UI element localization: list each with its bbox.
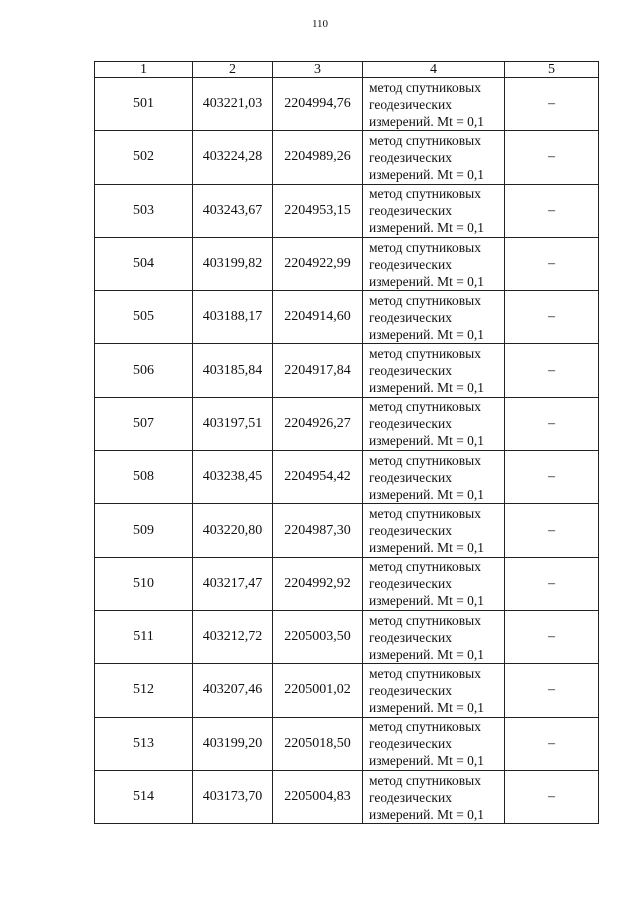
method-text-line: метод спутниковых	[369, 452, 481, 468]
note-cell: –	[505, 557, 599, 610]
table-row	[95, 717, 599, 770]
method-cell	[363, 397, 505, 450]
method-text-line: измерений. Mt = 0,1	[369, 166, 485, 182]
note-cell: –	[505, 664, 599, 717]
table-header-row	[95, 62, 599, 78]
method-text-line: геодезических	[369, 363, 452, 379]
table-row	[95, 184, 599, 237]
page-number: 110	[311, 18, 329, 30]
x-coordinate-cell: 403220,80	[193, 504, 273, 557]
method-cell	[363, 451, 505, 504]
table-row	[95, 131, 599, 184]
y-coordinate-cell: 2204987,30	[273, 504, 363, 557]
note-cell: –	[505, 504, 599, 557]
method-cell	[363, 131, 505, 184]
table-row	[95, 664, 599, 717]
method-text-line: измерений. Mt = 0,1	[369, 593, 485, 609]
point-number-cell: 508	[95, 451, 193, 504]
point-number-cell: 505	[95, 291, 193, 344]
method-text-line: метод спутниковых	[369, 559, 481, 575]
method-text-line: метод спутниковых	[369, 506, 481, 522]
y-coordinate-cell: 2205004,83	[273, 770, 363, 823]
method-text-line: геодезических	[369, 416, 452, 432]
method-text-line: измерений. Mt = 0,1	[369, 486, 485, 502]
table-row	[95, 451, 599, 504]
x-coordinate-cell: 403197,51	[193, 397, 273, 450]
method-text-line: геодезических	[369, 203, 452, 219]
point-number-cell: 502	[95, 131, 193, 184]
note-cell: –	[505, 78, 599, 131]
y-coordinate-cell: 2204953,15	[273, 184, 363, 237]
method-text-line: метод спутниковых	[369, 79, 481, 95]
method-text-line: метод спутниковых	[369, 772, 481, 788]
method-cell	[363, 237, 505, 290]
method-text-line: метод спутниковых	[369, 239, 481, 255]
x-coordinate-cell: 403199,20	[193, 717, 273, 770]
method-text-line: геодезических	[369, 309, 452, 325]
x-coordinate-cell: 403185,84	[193, 344, 273, 397]
x-coordinate-cell: 403199,82	[193, 237, 273, 290]
x-coordinate-cell: 403221,03	[193, 78, 273, 131]
method-text-line: геодезических	[369, 469, 452, 485]
column-header: 2	[193, 62, 273, 78]
point-number-cell: 501	[95, 78, 193, 131]
method-text-line: измерений. Mt = 0,1	[369, 646, 485, 662]
method-cell	[363, 78, 505, 131]
table-row	[95, 504, 599, 557]
method-text-line: геодезических	[369, 96, 452, 112]
method-cell	[363, 770, 505, 823]
method-cell	[363, 557, 505, 610]
column-header: 5	[505, 62, 599, 78]
note-cell: –	[505, 717, 599, 770]
method-text-line: измерений. Mt = 0,1	[369, 433, 485, 449]
method-text-line: измерений. Mt = 0,1	[369, 806, 485, 822]
note-cell: –	[505, 770, 599, 823]
point-number-cell: 511	[95, 610, 193, 663]
y-coordinate-cell: 2205018,50	[273, 717, 363, 770]
x-coordinate-cell: 403207,46	[193, 664, 273, 717]
method-text-line: метод спутниковых	[369, 346, 481, 362]
note-cell: –	[505, 344, 599, 397]
method-cell	[363, 664, 505, 717]
method-text-line: геодезических	[369, 576, 452, 592]
method-text-line: измерений. Mt = 0,1	[369, 540, 485, 556]
method-cell	[363, 291, 505, 344]
method-text-line: измерений. Mt = 0,1	[369, 326, 485, 342]
method-cell	[363, 610, 505, 663]
method-text-line: измерений. Mt = 0,1	[369, 113, 485, 129]
table-row	[95, 291, 599, 344]
method-text-line: метод спутниковых	[369, 665, 481, 681]
method-text-line: геодезических	[369, 523, 452, 539]
table-row	[95, 397, 599, 450]
method-cell	[363, 344, 505, 397]
method-text-line: геодезических	[369, 789, 452, 805]
table-row	[95, 770, 599, 823]
method-text-line: геодезических	[369, 149, 452, 165]
note-cell: –	[505, 610, 599, 663]
method-text-line: геодезических	[369, 629, 452, 645]
note-cell: –	[505, 131, 599, 184]
point-number-cell: 512	[95, 664, 193, 717]
y-coordinate-cell: 2204922,99	[273, 237, 363, 290]
method-text-line: измерений. Mt = 0,1	[369, 273, 485, 289]
y-coordinate-cell: 2204954,42	[273, 451, 363, 504]
y-coordinate-cell: 2205003,50	[273, 610, 363, 663]
y-coordinate-cell: 2204914,60	[273, 291, 363, 344]
note-cell: –	[505, 291, 599, 344]
point-number-cell: 507	[95, 397, 193, 450]
y-coordinate-cell: 2204917,84	[273, 344, 363, 397]
note-cell: –	[505, 184, 599, 237]
y-coordinate-cell: 2204992,92	[273, 557, 363, 610]
method-text-line: геодезических	[369, 682, 452, 698]
x-coordinate-cell: 403243,67	[193, 184, 273, 237]
table-row	[95, 78, 599, 131]
point-number-cell: 510	[95, 557, 193, 610]
method-text-line: метод спутниковых	[369, 186, 481, 202]
table-row	[95, 610, 599, 663]
table-body	[95, 78, 599, 824]
method-text-line: измерений. Mt = 0,1	[369, 220, 485, 236]
point-number-cell: 514	[95, 770, 193, 823]
x-coordinate-cell: 403238,45	[193, 451, 273, 504]
method-text-line: метод спутниковых	[369, 719, 481, 735]
method-text-line: метод спутниковых	[369, 399, 481, 415]
x-coordinate-cell: 403173,70	[193, 770, 273, 823]
method-text-line: измерений. Mt = 0,1	[369, 699, 485, 715]
method-text-line: метод спутниковых	[369, 612, 481, 628]
method-text-line: геодезических	[369, 736, 452, 752]
method-text-line: метод спутниковых	[369, 132, 481, 148]
x-coordinate-cell: 403224,28	[193, 131, 273, 184]
method-cell	[363, 504, 505, 557]
note-cell: –	[505, 397, 599, 450]
method-text-line: измерений. Mt = 0,1	[369, 753, 485, 769]
coordinates-table	[94, 61, 599, 824]
method-text-line: геодезических	[369, 256, 452, 272]
y-coordinate-cell: 2204926,27	[273, 397, 363, 450]
x-coordinate-cell: 403217,47	[193, 557, 273, 610]
x-coordinate-cell: 403188,17	[193, 291, 273, 344]
point-number-cell: 509	[95, 504, 193, 557]
table-row	[95, 344, 599, 397]
method-text-line: метод спутниковых	[369, 292, 481, 308]
column-header: 4	[363, 62, 505, 78]
note-cell: –	[505, 237, 599, 290]
point-number-cell: 504	[95, 237, 193, 290]
point-number-cell: 513	[95, 717, 193, 770]
y-coordinate-cell: 2204994,76	[273, 78, 363, 131]
table-row	[95, 237, 599, 290]
x-coordinate-cell: 403212,72	[193, 610, 273, 663]
point-number-cell: 503	[95, 184, 193, 237]
method-cell	[363, 184, 505, 237]
y-coordinate-cell: 2204989,26	[273, 131, 363, 184]
column-header: 3	[273, 62, 363, 78]
method-cell	[363, 717, 505, 770]
table-row	[95, 557, 599, 610]
y-coordinate-cell: 2205001,02	[273, 664, 363, 717]
point-number-cell: 506	[95, 344, 193, 397]
column-header: 1	[95, 62, 193, 78]
method-text-line: измерений. Mt = 0,1	[369, 380, 485, 396]
note-cell: –	[505, 451, 599, 504]
